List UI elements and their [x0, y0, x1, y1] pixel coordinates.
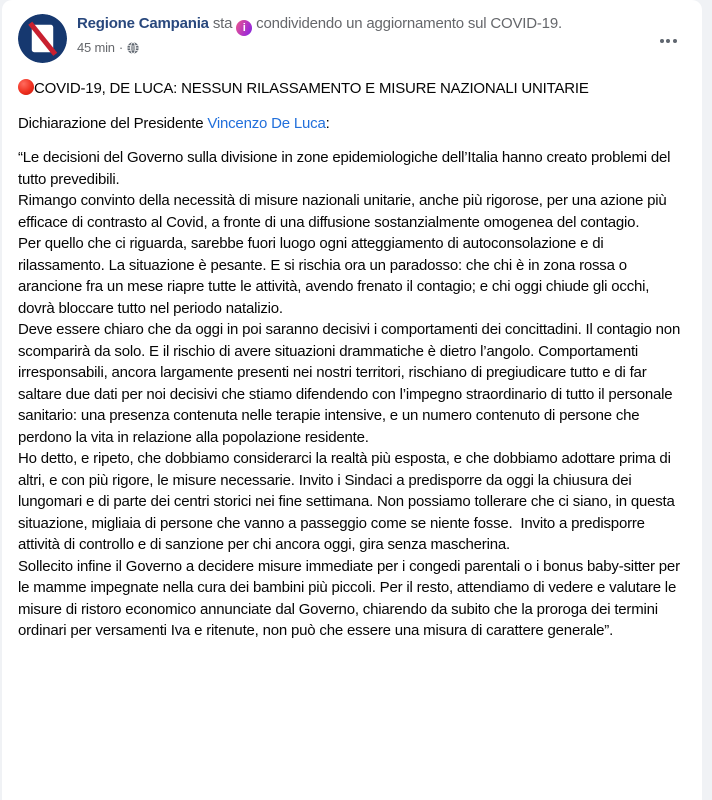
- header-line: [77, 14, 562, 36]
- header-meta: [77, 14, 614, 56]
- info-icon[interactable]: i: [236, 20, 252, 36]
- post-title-text: COVID-19, DE LUCA: NESSUN RILASSAMENTO E MISURE NAZIONALI UNITARIE: [34, 80, 589, 97]
- regione-campania-logo-icon: [18, 14, 67, 63]
- body-paragraph: Sollecito infine il Governo a decidere misure immediate per i congedi parentali o i bonus baby-sitter per le mamme impegnate nella cura dei bambini più piccoli. Per il resto, attendiamo di vedere e valutare le misure di ristoro economico annunciate dal Governo, chiarendo da subito che la proroga dei termini ordinari per versamenti Iva e ritenute, non può che essere una misura di carattere generale”.: [18, 557, 684, 639]
- body-paragraph: Deve essere chiaro che da oggi in poi saranno decisivi i comportamenti dei concittadini. Il contagio non scomparirà da solo. E il rischio di avere situazioni drammatiche è dietro l’angolo. Comportamenti irresponsabili, ancora largamente presenti nei nostri territori, rischiano di pregiudicare tutto e di far saltare due dati per noi decisivi che stiamo difendendo con l’impegno straordinario di tutto il personale sanitario: una presenza contenuta nelle terapie intensive, e un numero contenuto di persone che perdono la vita in relazione alla popolazione residente.: [18, 321, 685, 446]
- public-globe-icon: [127, 42, 139, 54]
- body-paragraph: “Le decisioni del Governo sulla divisione in zone epidemiologiche dell’Italia hanno creato problemi del tutto prevedibili.: [18, 149, 675, 188]
- avatar[interactable]: [18, 14, 67, 63]
- page-name-link[interactable]: Regione Campania: [77, 15, 209, 32]
- post-body: [18, 147, 686, 642]
- body-paragraph: Per quello che ci riguarda, sarebbe fuori luogo ogni atteggiamento di autoconsolazione e di rilassamento. La situazione è pesante. E si rischia ora un paradosso: che chi è in zona rossa o arancione fra un mese riapre tutte le attività, avendo frenato il contagio; e chi oggi chiude gli occhi, dovrà bloccare tutto nel periodo natalizio.: [18, 235, 654, 317]
- body-paragraph: Ho detto, e ripeto, che dobbiamo considerarci la realtà più esposta, e che dobbiamo adottare prima di altri, e con più rigore, le misure necessarie. Invito i Sindaci a predisporre da oggi la chiusura dei lungomari e di parte dei centri storici nei fine settimana. Non possiamo tollerare che ci siano, in questa situazione, migliaia di persone che vanno a passeggio come se niente fosse. Invito a predisporre attività di controllo e di sanzione per chi ancora oggi, gira senza mascherina.: [18, 450, 679, 553]
- action-text: condividendo un aggiornamento sul COVID-19.: [256, 15, 562, 32]
- statement-prefix: Dichiarazione del Presidente: [18, 114, 204, 132]
- post-title: [18, 78, 686, 100]
- post-header: [18, 14, 686, 63]
- more-options-button[interactable]: [652, 30, 684, 52]
- statement-suffix: :: [325, 114, 330, 132]
- dot-separator: ·: [118, 40, 123, 55]
- action-prefix: sta: [212, 15, 233, 32]
- red-circle-emoji: [18, 79, 34, 95]
- vincenzo-de-luca-link[interactable]: Vincenzo De Luca: [207, 114, 326, 132]
- timestamp-row: [77, 40, 562, 56]
- post-subtitle: [18, 113, 686, 135]
- more-options-icon: [660, 39, 664, 43]
- timestamp-link[interactable]: 45 min: [77, 40, 115, 55]
- body-paragraph: Rimango convinto della necessità di misure nazionali unitarie, anche più rigorose, per una azione più efficace di contrasto al Covid, a fronte di una diffusione sostanzialmente omogenea del contagio.: [18, 192, 671, 231]
- post-card: [2, 0, 702, 800]
